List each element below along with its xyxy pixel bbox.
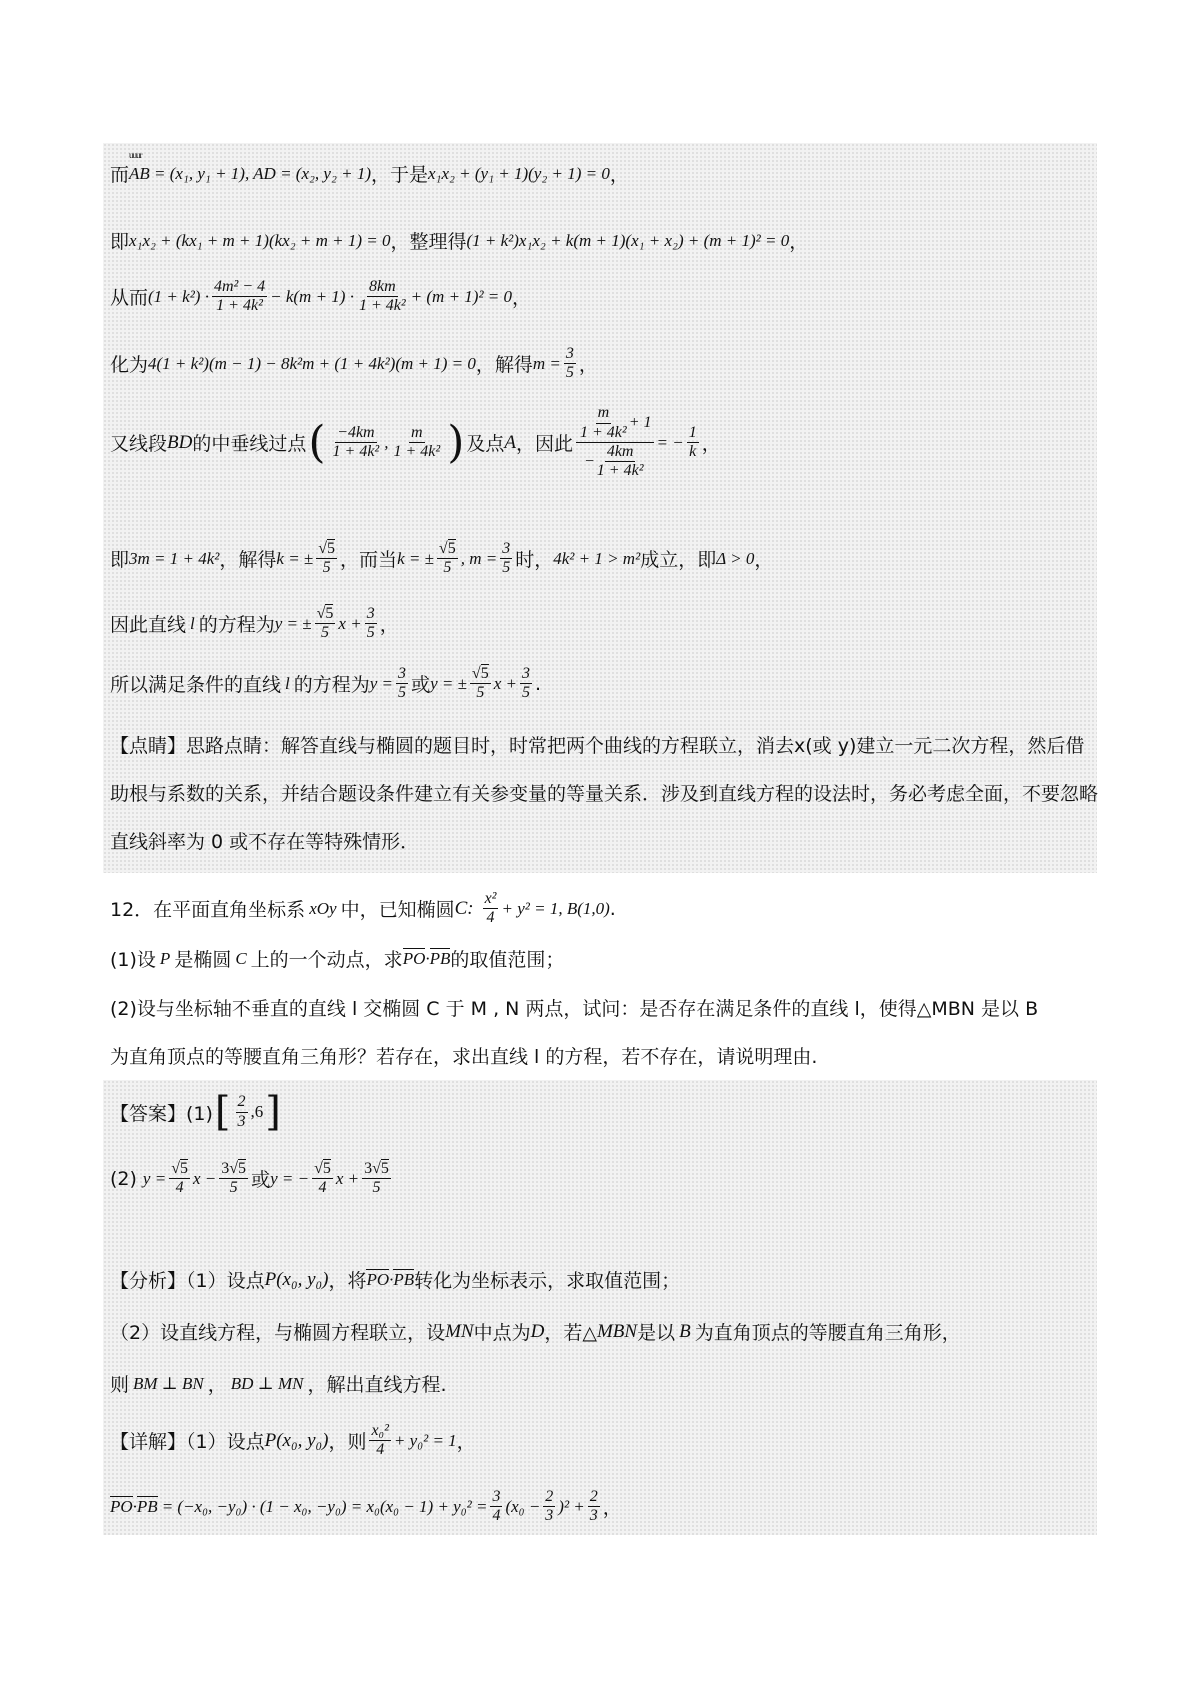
fraction: $\frac{\text{x₀²}}{4}$ bbox=[371, 1422, 389, 1459]
detail-line-1: 【详解】（1）设点 P(x₀, y₀) ，则 $\frac{\text{x₀²}}{4}$ + y₀² = 1 ， bbox=[110, 1422, 476, 1459]
compound-fraction: $\frac{m}{\text{1 + 4k²}}$ + 1 − $\frac{4km}{\text{1 + 4k²}}$ bbox=[576, 404, 654, 481]
fraction: $\frac{1}{k}$ bbox=[688, 423, 697, 460]
analysis-line-1: 【分析】（1）设点 P(x₀, y₀) ，将 PO · PB 转化为坐标表示，求取值范围； bbox=[110, 1268, 681, 1292]
fraction: $\frac{3}{5}$ bbox=[366, 605, 375, 642]
sqrt-fraction: $\frac{√5}{5}$ bbox=[316, 605, 334, 642]
sqrt-fraction: $\frac{√5}{4}$ bbox=[171, 1160, 188, 1197]
fraction: $\frac{2}{3}$ bbox=[545, 1488, 554, 1525]
sqrt-fraction: $\frac{3√5}{5}$ bbox=[364, 1160, 389, 1197]
fraction: $\frac{\text{x²}}{4}$ bbox=[484, 890, 497, 927]
fraction: $\frac{2}{3}$ bbox=[589, 1488, 598, 1525]
sqrt-fraction: $\frac{√5}{5}$ bbox=[438, 540, 456, 577]
solution-line-8: 所以满足条件的直线 l 的方程为 y = $\frac{3}{5}$ 或 y = ± $\frac{√5}{5}$ x + $\frac{3}{5}$ . bbox=[110, 665, 542, 702]
fraction: $\frac{3}{4}$ bbox=[492, 1488, 501, 1525]
problem-12-stem: 12．在平面直角坐标系 xOy 中，已知椭圆 C: $\frac{\text{x²}}{4}$ + y² = 1, B(1,0) . bbox=[110, 890, 616, 927]
fraction: $\frac{8km}{\text{1 + 4k²}}$ bbox=[358, 278, 406, 315]
solution-line-4: 化为 4(1 + k²)(m − 1) − 8k²m + (1 + 4k²)(m + 1) = 0 ，解得 m = $\frac{3}{5}$ ， bbox=[110, 345, 598, 382]
solution-line-2: 即 x₁x₂ + (kx₁ + m + 1)(kx₂ + m + 1) = 0 ，整理得 (1 + k²)x₁x₂ + k(m + 1)(x₁ + x₂) + (m + 1)² = 0 ， bbox=[110, 230, 809, 253]
fraction: $\frac{3}{5}$ bbox=[502, 540, 511, 577]
sqrt-fraction: $\frac{√5}{5}$ bbox=[471, 665, 489, 702]
answer-line-2: (2) y = $\frac{√5}{4}$ x − $\frac{3√5}{5}$ 或 y = − $\frac{√5}{4}$ x + $\frac{3√5}{5}$ bbox=[110, 1160, 389, 1197]
comment-paragraph: 【点睛】思路点睛：解答直线与椭圆的题目时，时常把两个曲线的方程联立，消去x(或 y)建立一元二次方程，然后借助根与系数的关系，并结合题设条件建立有关参变量的等量关系．涉及到直线方程的设法时，务必考虑全面，不要忽略直线斜率为 0 或不存在等特殊情形． bbox=[110, 735, 1099, 853]
solution-line-5: 又线段 BD 的中垂线过点 ( $\frac{-4km}{\text{1 + 4k²}}$ , $\frac{m}{\text{1 + 4k²}}$ ) 及点 A ，因此 $\frac{m}{\text{1 + 4k²}}$ + 1 − $\frac{4km}{\text{1 + 4k²}}$ = − $\frac{1}{k}$ ， bbox=[110, 404, 721, 480]
vector-mark: uuur bbox=[129, 149, 142, 160]
sqrt-fraction: $\frac{3√5}{5}$ bbox=[221, 1160, 247, 1197]
fraction: $\frac{\text{4m² − 4}}{\text{1 + 4k²}}$ bbox=[213, 278, 266, 315]
fraction: $\frac{3}{5}$ bbox=[565, 345, 574, 382]
fraction: $\frac{m}{\text{1 + 4k²}}$ bbox=[393, 423, 441, 460]
fraction: $\frac{-4km}{\text{1 + 4k²}}$ bbox=[332, 423, 380, 460]
analysis-line-3: 则 BM ⊥ BN ， BD ⊥ MN ，解出直线方程. bbox=[110, 1373, 447, 1396]
fraction: $\frac{3}{5}$ bbox=[521, 665, 530, 702]
solution-line-1: 而 uuur AB = (x₁, y₁ + 1), AD = (x₂, y₂ + 1) ，于是 x₁x₂ + (y₁ + 1)(y₂ + 1) = 0 ， bbox=[110, 149, 629, 186]
analysis-line-2: （2）设直线方程，与椭圆方程联立，设 MN 中点为 D ，若△ MBN 是以 B 为直角顶点的等腰直角三角形， bbox=[110, 1320, 961, 1344]
solution-line-6: 即 3m = 1 + 4k² ，解得 k = ± $\frac{√5}{5}$ ，而当 k = ± $\frac{√5}{5}$ , m = $\frac{3}{5}$ 时， 4k² + 1 > m² 成立，即 Δ > 0 ， bbox=[110, 540, 774, 577]
detail-line-2: PO · PB = (−x₀, −y₀) · (1 − x₀, −y₀) = x₀(x₀ − 1) + y₀² = $\frac{3}{4}$ (x₀ − $\frac{2}{3}$ )² + $\frac{2}{3}$ ， bbox=[110, 1488, 622, 1525]
fraction: $\frac{3}{5}$ bbox=[398, 665, 407, 702]
fraction: $\frac{2}{3}$ bbox=[237, 1093, 246, 1130]
sqrt-fraction: $\frac{√5}{5}$ bbox=[318, 540, 336, 577]
solution-shade-bottom bbox=[103, 1080, 1097, 1535]
answer-line-1: 【答案】(1) [ $\frac{2}{3}$ ,6 ] bbox=[110, 1089, 281, 1135]
solution-line-7: 因此直线 l 的方程为 y = ± $\frac{√5}{5}$ x + $\frac{3}{5}$ ， bbox=[110, 605, 399, 642]
sqrt-fraction: $\frac{√5}{4}$ bbox=[314, 1160, 331, 1197]
solution-line-3: 从而 (1 + k²) · $\frac{\text{4m² − 4}}{\text{1 + 4k²}}$ − k(m + 1) · $\frac{8km}{\text{1 + 4k²}}$ + (m + 1)² = 0 ， bbox=[110, 278, 532, 315]
problem-12-question-2: (2)设与坐标轴不垂直的直线 l 交椭圆 C 于 M , N 两点，试问：是否存在满足条件的直线 l，使得△MBN 是以 B 为直角顶点的等腰直角三角形？若存在，求出直线 l 的方程，若不存在，请说明理由. bbox=[110, 998, 1039, 1068]
problem-12-question-1: (1)设 P 是椭圆 C 上的一个动点，求 PO · PB 的取值范围； bbox=[110, 948, 565, 971]
